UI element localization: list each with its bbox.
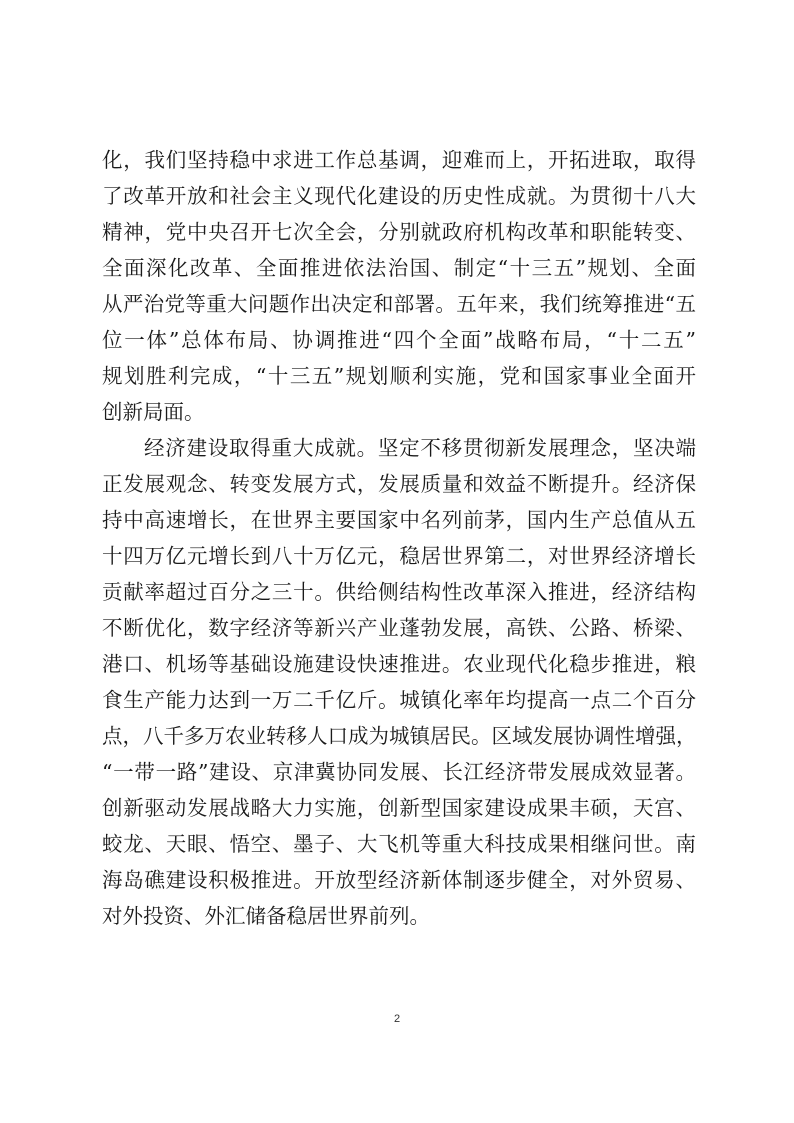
text-line: 贡献率超过百分之三十。供给侧结构性改革深入推进，经济结构: [102, 580, 696, 604]
text-line: 全面深化改革、全面推进依法治国、制定“十三五”规划、全面: [102, 256, 696, 280]
text-line: 点，八千多万农业转移人口成为城镇居民。区域发展协调性增强，: [102, 724, 697, 748]
text-line: 从严治党等重大问题作出决定和部署。五年来，我们统筹推进“五: [102, 292, 696, 316]
text-line: 了改革开放和社会主义现代化建设的历史性成就。为贯彻十八大: [102, 184, 696, 208]
body-text: [102, 142, 696, 934]
paragraph-1: [102, 142, 696, 430]
text-line: 规划胜利完成，“十三五”规划顺利实施，党和国家事业全面开: [102, 364, 696, 388]
text-line: 创新驱动发展战略大力实施，创新型国家建设成果丰硕，天宫、: [102, 796, 696, 820]
text-line: 经济建设取得重大成就。坚定不移贯彻新发展理念，坚决端: [144, 436, 696, 460]
text-line: 创新局面。: [102, 400, 205, 424]
paragraph-2: [102, 430, 696, 934]
text-line: 不断优化，数字经济等新兴产业蓬勃发展，高铁、公路、桥梁、: [102, 616, 696, 640]
text-line: 化，我们坚持稳中求进工作总基调，迎难而上，开拓进取，取得: [102, 148, 696, 172]
text-line: “一带一路”建设、京津冀协同发展、长江经济带发展成效显著。: [102, 760, 696, 784]
text-line: 正发展观念、转变发展方式，发展质量和效益不断提升。经济保: [102, 472, 696, 496]
text-line: 蛟龙、天眼、悟空、墨子、大飞机等重大科技成果相继问世。南: [102, 832, 696, 856]
text-line: 十四万亿元增长到八十万亿元，稳居世界第二，对世界经济增长: [102, 544, 696, 568]
text-line: 持中高速增长，在世界主要国家中名列前茅，国内生产总值从五: [102, 508, 696, 532]
page-number: 2: [393, 1013, 401, 1025]
text-line: 港口、机场等基础设施建设快速推进。农业现代化稳步推进，粮: [102, 652, 696, 676]
text-line: 对外投资、外汇储备稳居世界前列。: [102, 904, 430, 928]
text-line: 精神，党中央召开七次全会，分别就政府机构改革和职能转变、: [102, 220, 696, 244]
text-line: 海岛礁建设积极推进。开放型经济新体制逐步健全，对外贸易、: [102, 868, 696, 892]
text-line: 食生产能力达到一万二千亿斤。城镇化率年均提高一点二个百分: [102, 688, 696, 712]
text-line: 位一体”总体布局、协调推进“四个全面”战略布局，“十二五”: [102, 328, 696, 352]
